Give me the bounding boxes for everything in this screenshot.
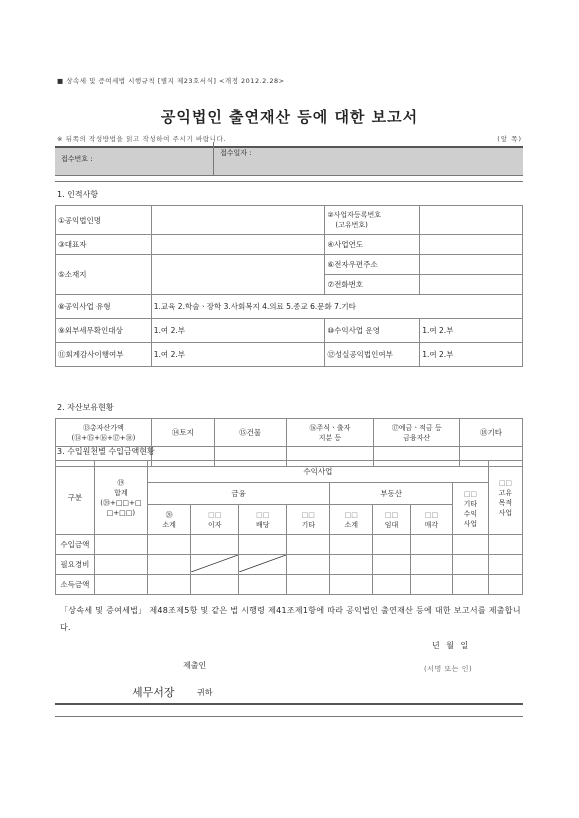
phone-label: ⑦전화번호 <box>325 275 420 295</box>
rep-field[interactable] <box>151 235 325 255</box>
stock-label: ⑯주식ㆍ출자 지분 등 <box>286 419 374 447</box>
finance-header: 금융 <box>147 483 329 505</box>
audit-options[interactable]: 1.여 2.부 <box>151 343 325 367</box>
receipt-bar <box>55 146 523 176</box>
location-label: ⑤소재지 <box>56 255 152 295</box>
total-asset-label: ⑬총자산가액 (⑭+⑮+⑯+⑰+⑱) <box>56 419 152 447</box>
signature-field[interactable]: (서명 또는 인) <box>424 665 473 673</box>
diagonal-line-icon <box>239 555 286 572</box>
expense-cell[interactable] <box>147 555 190 575</box>
email-field[interactable] <box>420 255 523 275</box>
rep-label: ③대표자 <box>56 235 152 255</box>
net-income-cell[interactable] <box>147 575 190 595</box>
own-purpose-header: □□ 고유 목적 사업 <box>488 461 522 535</box>
income-cell[interactable] <box>330 535 373 555</box>
biz-no-field[interactable] <box>420 206 523 235</box>
expense-cell[interactable] <box>94 555 147 575</box>
profit-biz-options[interactable]: 1.여 2.부 <box>420 319 523 343</box>
dividend-header: □□ 배당 <box>239 505 287 535</box>
date-line: 년 월 일 <box>432 641 471 650</box>
expense-cell[interactable] <box>330 555 373 575</box>
income-table <box>55 460 523 595</box>
ext-tax-options[interactable]: 1.여 2.부 <box>151 319 325 343</box>
biz-year-field[interactable] <box>420 235 523 255</box>
instruction-note: ※ 뒤쪽의 작성방법을 읽고 작성하여 주시기 바랍니다. <box>57 135 227 143</box>
deposit-label: ⑰예금ㆍ적금 등 금융자산 <box>374 419 460 447</box>
re-subtotal-header: □□ 소계 <box>330 505 373 535</box>
net-income-cell[interactable] <box>488 575 522 595</box>
net-income-cell[interactable] <box>191 575 239 595</box>
section3-title: 3. 수입원천별 수입금액현황 <box>57 447 155 456</box>
biz-type-label: ⑧공익사업 유형 <box>56 295 152 319</box>
income-cell[interactable] <box>453 535 489 555</box>
biz-type-options[interactable]: 1.교육 2.학술ㆍ장학 3.사회복지 4.의료 5.종교 6.문화 7.기타 <box>151 295 522 319</box>
rent-header: □□ 임대 <box>373 505 411 535</box>
tax-office-label: 세무서장 <box>132 686 175 699</box>
income-total-header: ⑲ 합계 (⑳+□□+□ □+□□) <box>94 461 147 535</box>
real-estate-header: 부동산 <box>330 483 453 505</box>
expense-cell[interactable] <box>287 555 330 575</box>
divider <box>55 181 523 182</box>
audit-label: ⑪회계감사이행여부 <box>56 343 152 367</box>
net-income-row-label: 소득금액 <box>56 575 95 595</box>
page-side: (앞 쪽) <box>497 135 522 143</box>
building-label: ⑮건물 <box>214 419 286 447</box>
sincere-label: ⑫성실공익법인여부 <box>325 343 420 367</box>
category-header: 구분 <box>56 461 95 535</box>
expense-cell[interactable] <box>410 555 452 575</box>
location-field[interactable] <box>151 255 325 295</box>
sale-header: □□ 매각 <box>410 505 452 535</box>
form-header: ■ 상속세 및 증여세법 시행규칙 [별지 제23호서식] <개정 2012.2.28> <box>57 77 285 85</box>
expense-cell-crossed <box>191 555 239 575</box>
finance-subtotal-header: ⑳ 소계 <box>147 505 190 535</box>
expense-cell[interactable] <box>373 555 411 575</box>
net-income-cell[interactable] <box>453 575 489 595</box>
receipt-date-label: 접수일자 : <box>213 142 252 175</box>
expense-row-label: 필요경비 <box>56 555 95 575</box>
income-cell[interactable] <box>287 535 330 555</box>
honorific-label: 귀하 <box>197 688 213 697</box>
income-cell[interactable] <box>410 535 452 555</box>
income-cell[interactable] <box>373 535 411 555</box>
other-profit-header: □□ 기타 수익 사업 <box>453 483 489 535</box>
net-income-cell[interactable] <box>330 575 373 595</box>
net-income-cell[interactable] <box>373 575 411 595</box>
expense-cell[interactable] <box>488 555 522 575</box>
email-label: ⑥전자우편주소 <box>325 255 420 275</box>
bottom-rule <box>55 703 523 705</box>
other-asset-label: ⑱기타 <box>460 419 523 447</box>
section1-title: 1. 인적사항 <box>57 190 99 199</box>
net-income-cell[interactable] <box>239 575 287 595</box>
pledge-text: 「상속세 및 증여세법」 제48조제5항 및 같은 법 시행령 제41조제1항에 따라 공익법인 출연재산 등에 대한 보고서를 제출합니다. <box>60 606 521 632</box>
net-income-cell[interactable] <box>287 575 330 595</box>
interest-header: □□ 이자 <box>191 505 239 535</box>
corp-name-field[interactable] <box>151 206 325 235</box>
phone-field[interactable] <box>420 275 523 295</box>
profit-biz-header: 수익사업 <box>147 461 488 483</box>
corp-name-label: ①공익법인명 <box>56 206 152 235</box>
personal-info-table <box>55 205 523 367</box>
biz-no-label: ②사업자등록번호 (고유번호) <box>325 206 420 235</box>
income-cell[interactable] <box>191 535 239 555</box>
land-label: ⑭토지 <box>151 419 214 447</box>
expense-cell-crossed <box>239 555 287 575</box>
receipt-number-label: 접수번호 : <box>61 155 93 163</box>
submitter-label: 제출인 <box>183 661 207 670</box>
income-row-label: 수입금액 <box>56 535 95 555</box>
diagonal-line-icon <box>191 555 238 572</box>
expense-cell[interactable] <box>453 555 489 575</box>
net-income-cell[interactable] <box>410 575 452 595</box>
income-cell[interactable] <box>94 535 147 555</box>
income-cell[interactable] <box>147 535 190 555</box>
form-title: 공익법인 출연재산 등에 대한 보고서 <box>160 108 419 126</box>
profit-biz-label: ⑩수익사업 운영 <box>325 319 420 343</box>
income-cell[interactable] <box>239 535 287 555</box>
bottom-rule-thin <box>55 716 523 717</box>
ext-tax-label: ⑨외부세무확인대상 <box>56 319 152 343</box>
finance-etc-header: □□ 기타 <box>287 505 330 535</box>
section2-title: 2. 자산보유현황 <box>57 403 114 412</box>
income-cell[interactable] <box>488 535 522 555</box>
biz-year-label: ④사업연도 <box>325 235 420 255</box>
net-income-cell[interactable] <box>94 575 147 595</box>
sincere-options[interactable]: 1.여 2.부 <box>420 343 523 367</box>
